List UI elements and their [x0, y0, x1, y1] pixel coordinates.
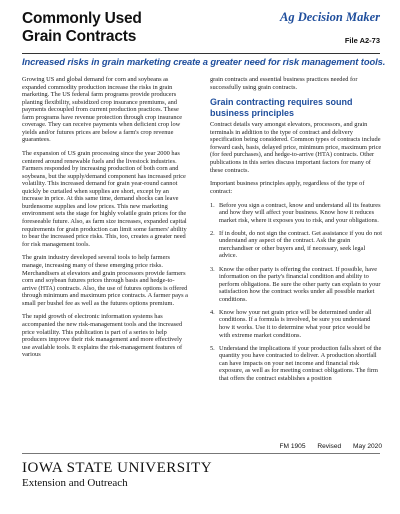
list-item [210, 230, 382, 260]
principles-list [210, 202, 382, 383]
document-header [22, 10, 380, 52]
list-text: If in doubt, do not sign the contract. Get assistance if you do not understand any aspect of the contract. Ask the grain merchandiser or other buyers and, if necessary, seek legal advice. [219, 229, 382, 260]
paragraph: The expansion of US grain processing since the year 2000 has centered around renewable fuels and the livestock industries. Farmers responded by increasing production of both corn and soybeans, but the supply/demand component has increased price volatility. This increased demand for grain year-round cannot quickly be curtailed when supplies are short, except by an increase in price. At this same time, demand shocks can leave burdensome supplies and low prices. This new marketing environment sets the stage for highly volatile grain prices for the foreseeable future. Also, as farm size increases, expanded capital requirements for grain production can limit some farmers' ability to bear the increased price risks. This, too, creates a greater need for risk management tools. [22, 150, 187, 248]
list-text: Before you sign a contract, know and understand all its features and how they will affect your business. Know how it reduces market risk, where it exposes you to risk, and your obligations. [219, 201, 381, 224]
paragraph: The rapid growth of electronic information systems has accompanied the new risk-management tools and the increased price volatility. This publication is part of a series to help producers improve their risk management and more effectively use available tools. It explains the risk-management features of various [22, 313, 183, 359]
file-number: File A2-73 [344, 36, 380, 45]
list-text: Know the other party is offering the contract. If possible, have information on the party's financial condition and ability to perform obligations. Be sure the other party can explain to your satisfaction how the contract works under all possible market conditions. [219, 265, 381, 303]
publication-info [269, 443, 382, 450]
footer-divider [22, 453, 380, 454]
list-number: 1. [210, 201, 215, 209]
header-divider [22, 53, 380, 54]
logo-subtitle: Extension and Outreach [22, 477, 128, 489]
title-line-2: Grain Contracts [22, 28, 137, 45]
paragraph: grain contracts and essential business practices needed for successfully using grain contracts. [210, 76, 358, 91]
publication-date: May 2020 [353, 443, 382, 450]
headline: Increased risks in grain marketing create a greater need for risk management tools. [22, 56, 386, 67]
paragraph: Growing US and global demand for corn and soybeans as expanded commodity production increase the risks in grain marketing. The US federal farm programs provide producers planting flexibility, subsidized crop insurance premiums, and payments decoupled from current production practices. These farm programs have revenue protection through crop insurance coverage. They can receive payments when deficient crop low yields and/or futures prices are below a farm's crop revenue guarantees. [22, 76, 183, 144]
paragraph: Contract details vary amongst elevators, processors, and grain terminals in addition to the type of contract and delivery specification being considered. Common types of contracts include forward cash, basis, delayed price, minimum price, maximum price (for feed purchases), and hedge-to-arrive (HTA) contracts. Other publications in this series discuss important factors for many of these contracts. [210, 121, 382, 174]
paragraph: The grain industry developed several tools to help farmers manage, increasing many of these emerging price risks. Merchandisers at elevators and grain processors provide farmers corn and soybean futures prices through basis and hedge-to-arrive (HTA) contracts. Also, the use of futures options is offered through minimum and maximum price contracts. A farmer pays a small per bushel fee as well as the futures options premium. [22, 254, 188, 307]
right-column [210, 76, 382, 388]
left-column [22, 76, 189, 365]
list-item [210, 309, 382, 339]
brand-name: Ag Decision Maker [280, 10, 380, 24]
revision-status: Revised [317, 443, 342, 450]
publication-code: FM 1905 [279, 443, 306, 450]
list-number: 4. [210, 308, 215, 316]
list-text: Understand the implications if your production falls short of the quantity you have contracted to deliver. A production shortfall can have impacts on your net income and financial risk exposure, as well as for meeting contract obligations. The firm that offers the contract establishes a position [219, 344, 382, 382]
list-number: 5. [210, 344, 215, 352]
section-heading: Grain contracting requires sound business principles [210, 97, 353, 118]
paragraph: Important business principles apply, regardless of the type of contract: [210, 180, 365, 195]
logo-wordmark: IOWA STATE UNIVERSITY [22, 460, 213, 476]
list-item [210, 266, 382, 304]
document-title [22, 10, 142, 46]
list-item [210, 202, 382, 225]
university-logo [22, 460, 212, 490]
list-number: 2. [210, 229, 215, 237]
list-number: 3. [210, 265, 215, 273]
title-line-1: Commonly Used [22, 10, 142, 27]
list-item [210, 345, 382, 383]
list-text: Know how your net grain price will be determined under all conditions. If a formula is involved, be sure you understand how it works. Use it to determine what your price would be with extreme market conditions. [219, 308, 372, 339]
